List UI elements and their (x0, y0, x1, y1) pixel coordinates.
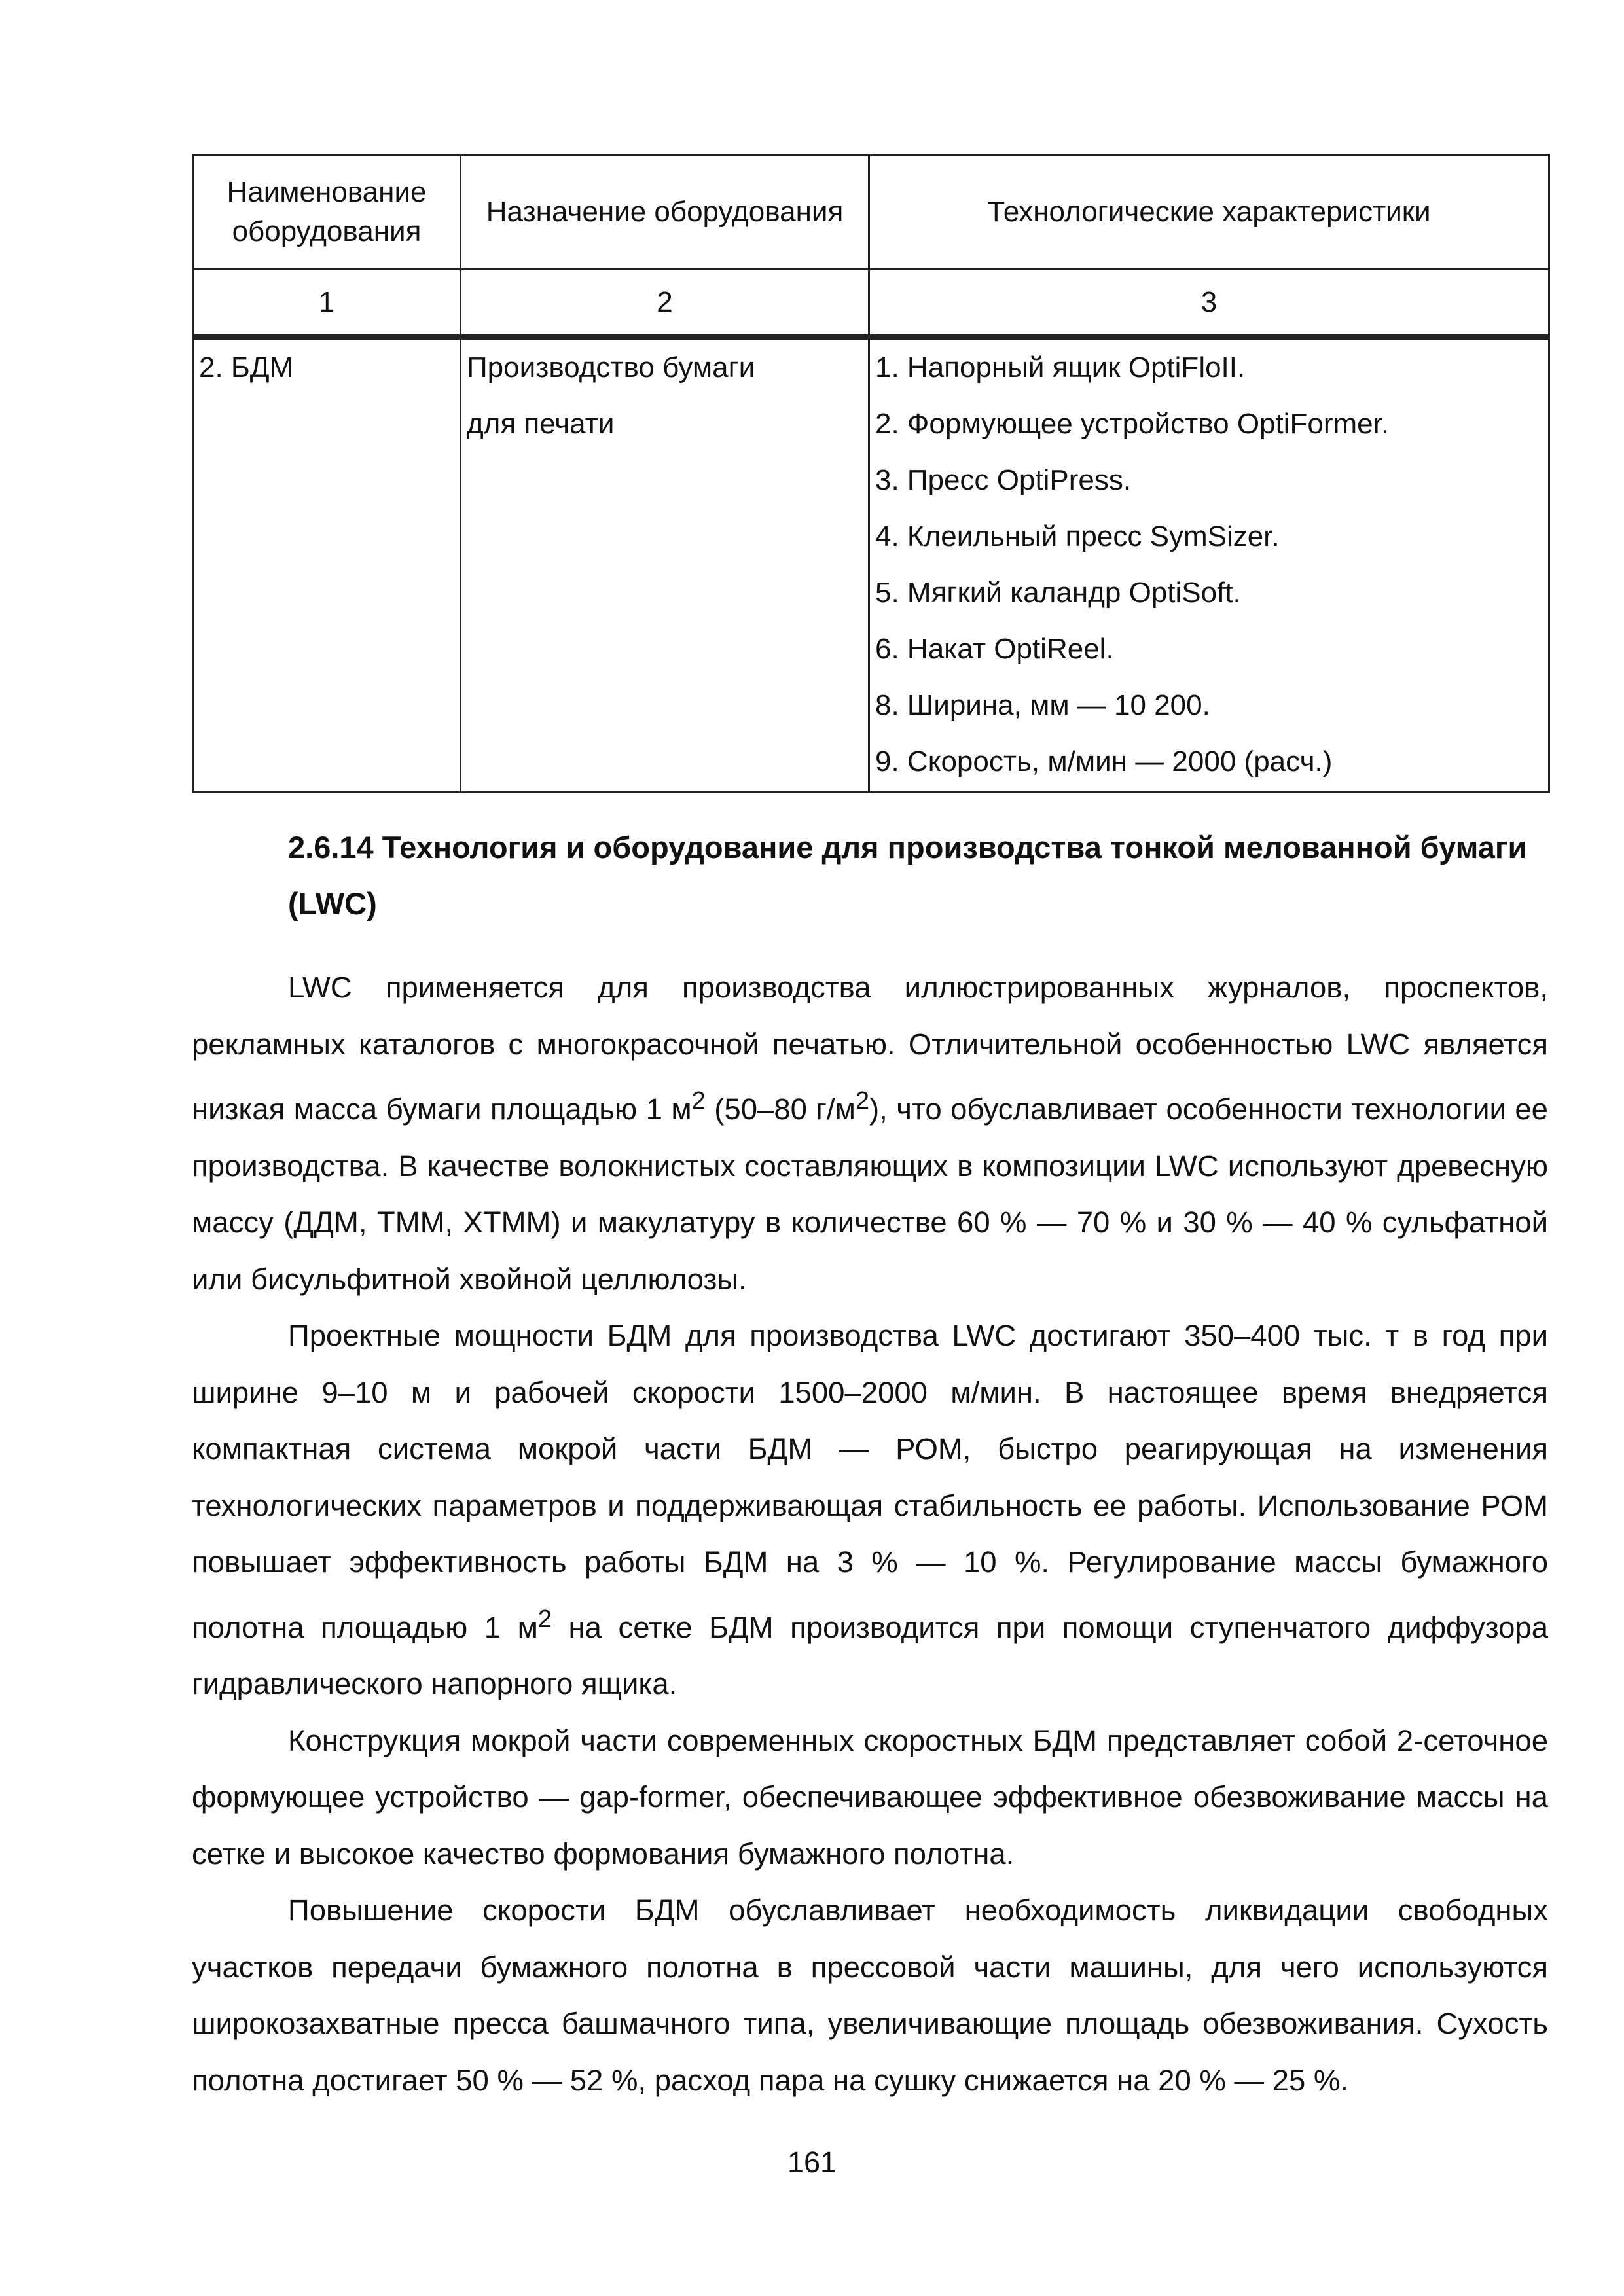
superscript: 2 (855, 1087, 870, 1115)
characteristic-item: 1. Напорный ящик OptiFloII. (875, 351, 1246, 384)
section-heading: 2.6.14 Технология и оборудование для производства тонкой мелованной бумаги (LWC) (288, 830, 1527, 921)
paragraph-text: ), что обуславливает особенности технологии ее производства. В качестве волокнистых составляющих в композиции LWC используют древесную массу (ДДМ, ТММ, ХТММ) и макулатуру в количестве 60 % — 70 % и 30 % — 40 % сульфатной или бисульфитной хвойной целлюлозы. (192, 1092, 1548, 1296)
paragraph-text: на сетке БДМ производится при помощи ступенчатого диффузора гидравлического напорного ящика. (192, 1610, 1549, 1701)
characteristic-item: 2. Формующее устройство OptiFormer. (875, 408, 1390, 440)
paragraph (192, 1308, 1548, 1713)
paragraph (192, 960, 1548, 1308)
table-header-row (193, 155, 1549, 270)
superscript: 2 (537, 1605, 552, 1633)
table-row (193, 337, 1549, 793)
column-number: 3 (869, 270, 1549, 338)
paragraph-text: LWC применяется для производства иллюстрированных журналов, проспектов, рекламных каталогов с многокрасочной печатью. Отличительной особенностью LWC является низкая масса бумаги площадью 1 м (192, 971, 1548, 1126)
characteristic-item: 3. Пресс OptiPress. (875, 464, 1132, 496)
equipment-name-cell (193, 337, 461, 793)
header-tech-characteristics: Технологические характеристики (869, 155, 1549, 270)
characteristic-item: 8. Ширина, мм — 10 200. (875, 689, 1210, 721)
header-equipment-name: Наименование оборудования (193, 155, 461, 270)
paragraph: Повышение скорости БДМ обуславливает необходимость ликвидации свободных участков передачи бумажного полотна в прессовой части машины, для чего используются широкозахватные пресса башмачного типа, увеличивающие площадь обезвоживания. Сухость полотна достигает 50 % — 52 %, расход пара на сушку снижается на 20 % — 25 %. (192, 1893, 1548, 2097)
paragraph-text: (50–80 г/м (705, 1092, 856, 1126)
column-number: 1 (193, 270, 461, 338)
characteristic-item: 5. Мягкий каландр OptiSoft. (875, 577, 1241, 609)
characteristic-item: 9. Скорость, м/мин — 2000 (расч.) (875, 745, 1333, 778)
column-number: 2 (461, 270, 869, 338)
equipment-name: 2. БДМ (199, 351, 294, 384)
equipment-table (192, 154, 1550, 793)
superscript: 2 (691, 1087, 706, 1115)
page-number: 161 (787, 2145, 837, 2179)
characteristic-item: 6. Накат OptiReel. (875, 633, 1114, 665)
body-text (192, 960, 1548, 2109)
characteristic-item: 4. Клеильный пресс SymSizer. (875, 520, 1280, 552)
paragraph-text: Проектные мощности БДМ для производства LWC достигают 350–400 тыс. т в год при ширине 9–10 м и рабочей скорости 1500–2000 м/мин. В настоящее время внедряется компактная система мокрой части БДМ — РОМ, быстро реагирующая на изменения технологических параметров и поддерживающая стабильность ее работы. Использование РОМ повышает эффективность работы БДМ на 3 % — 10 %. Регулирование массы бумажного полотна площадью 1 м (192, 1319, 1548, 1644)
characteristics-cell (869, 337, 1549, 793)
table-number-row (193, 270, 1549, 338)
purpose-line: для печати (467, 408, 615, 440)
paragraph: Конструкция мокрой части современных скоростных БДМ представляет собой 2-сеточное формующее устройство — gap-former, обеспечивающее эффективное обезвоживание массы на сетке и высокое качество формования бумажного полотна. (192, 1723, 1548, 1871)
equipment-purpose-cell (461, 337, 869, 793)
purpose-line: Производство бумаги (467, 351, 755, 384)
header-equipment-purpose: Назначение оборудования (461, 155, 869, 270)
